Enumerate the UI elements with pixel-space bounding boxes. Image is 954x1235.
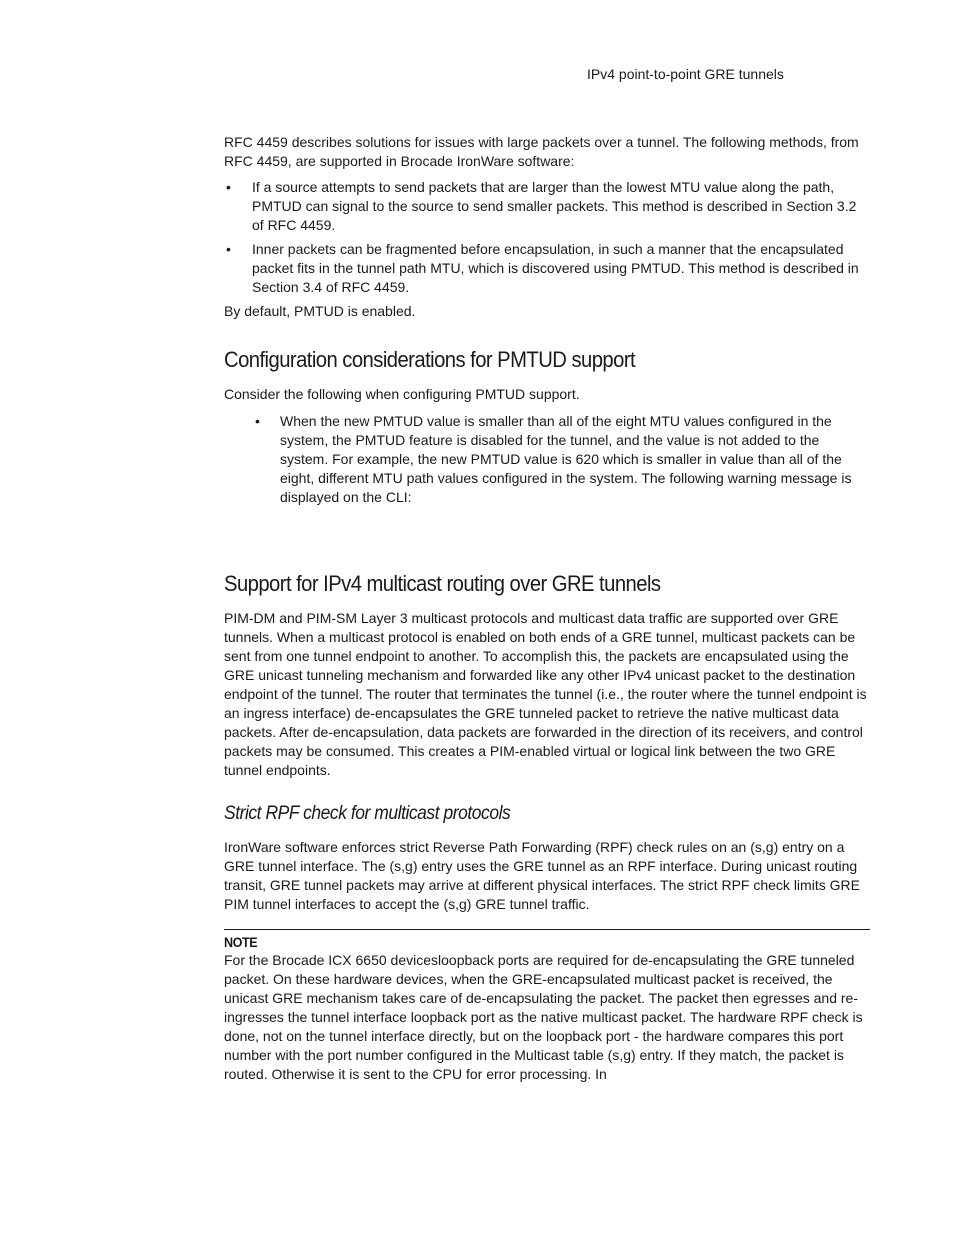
note-label: NOTE bbox=[224, 934, 258, 950]
intro-paragraph: RFC 4459 describes solutions for issues with large packets over a tunnel. The following methods, from RFC 4459, are supported in Brocade IronWare software: bbox=[224, 134, 859, 169]
default-statement: By default, PMTUD is enabled. bbox=[224, 303, 416, 319]
multicast-paragraph: PIM-DM and PIM-SM Layer 3 multicast protocols and multicast data traffic are supported over GRE tunnels. When a multicast protocol is enabled on both ends of a GRE tunnel, multicast packets can be sent from one tunnel endpoint to another. To accomplish this, the packets are encapsulated using the GRE unicast tunneling mechanism and forwarded like any other IPv4 unicast packet to the destination endpoint of the tunnel. The router that terminates the tunnel (i.e., the router where the tunnel endpoint is an ingress interface) de-encapsulates the GRE tunneled packet to retrieve the native multicast data packets. After de-encapsulation, data packets are forwarded in the direction of its receivers, and control packets may be consumed. This creates a PIM-enabled virtual or logical link between the two GRE tunnel endpoints. bbox=[224, 610, 867, 778]
strict-rpf-paragraph: IronWare software enforces strict Reverse Path Forwarding (RPF) check rules on an (s,g) entry on a GRE tunnel interface. The (s,g) entry uses the GRE tunnel as an RPF interface. During unicast routing transit, GRE tunnel packets may arrive at different physical interfaces. The strict RPF check limits GRE PIM tunnel interfaces to accept the (s,g) GRE tunnel traffic. bbox=[224, 839, 860, 912]
document-body bbox=[224, 133, 870, 1084]
list-item: • When the new PMTUD value is smaller than all of the eight MTU values configured in the system, the PMTUD feature is disabled for the tunnel, and the value is not added to the system. For example, the new PMTUD value is 620 which is smaller in value than all of the eight, different MTU path values configured in the system. The following warning message is displayed on the CLI: bbox=[224, 412, 870, 507]
subsection-heading-strict-rpf: Strict RPF check for multicast protocols bbox=[224, 803, 511, 824]
list-item: • If a source attempts to send packets that are larger than the lowest MTU value along the path, PMTUD can signal to the source to send smaller packets. This method is described in Section 3.2 of RFC 4459. bbox=[224, 178, 870, 235]
section-heading-multicast: Support for IPv4 multicast routing over GRE tunnels bbox=[224, 571, 661, 596]
pmtud-bullet-list bbox=[224, 412, 870, 507]
pmtud-lead-paragraph: Consider the following when configuring PMTUD support. bbox=[224, 386, 580, 402]
note-divider bbox=[224, 929, 870, 930]
running-header: IPv4 point-to-point GRE tunnels bbox=[587, 66, 784, 82]
intro-bullet-list bbox=[224, 178, 870, 297]
note-paragraph: For the Brocade ICX 6650 devicesloopback ports are required for de-encapsulating the GRE tunneled packet. On these hardware devices, when the GRE-encapsulated multicast packet is received, the unicast GRE mechanism takes care of de-encapsulating the packet. The packet then egresses and re-ingresses the tunnel interface loopback port as the native multicast packet. The hardware RPF check is done, not on the tunnel interface directly, but on the loopback port - the hardware compares this port number with the port number configured in the Multicast table (s,g) entry. If they match, the packet is routed. Otherwise it is sent to the CPU for error processing. In bbox=[224, 952, 863, 1082]
list-item: • Inner packets can be fragmented before encapsulation, in such a manner that the encapsulated packet fits in the tunnel path MTU, which is discovered using PMTUD. This method is described in Section 3.4 of RFC 4459. bbox=[224, 240, 870, 297]
section-heading-pmtud: Configuration considerations for PMTUD support bbox=[224, 347, 636, 372]
